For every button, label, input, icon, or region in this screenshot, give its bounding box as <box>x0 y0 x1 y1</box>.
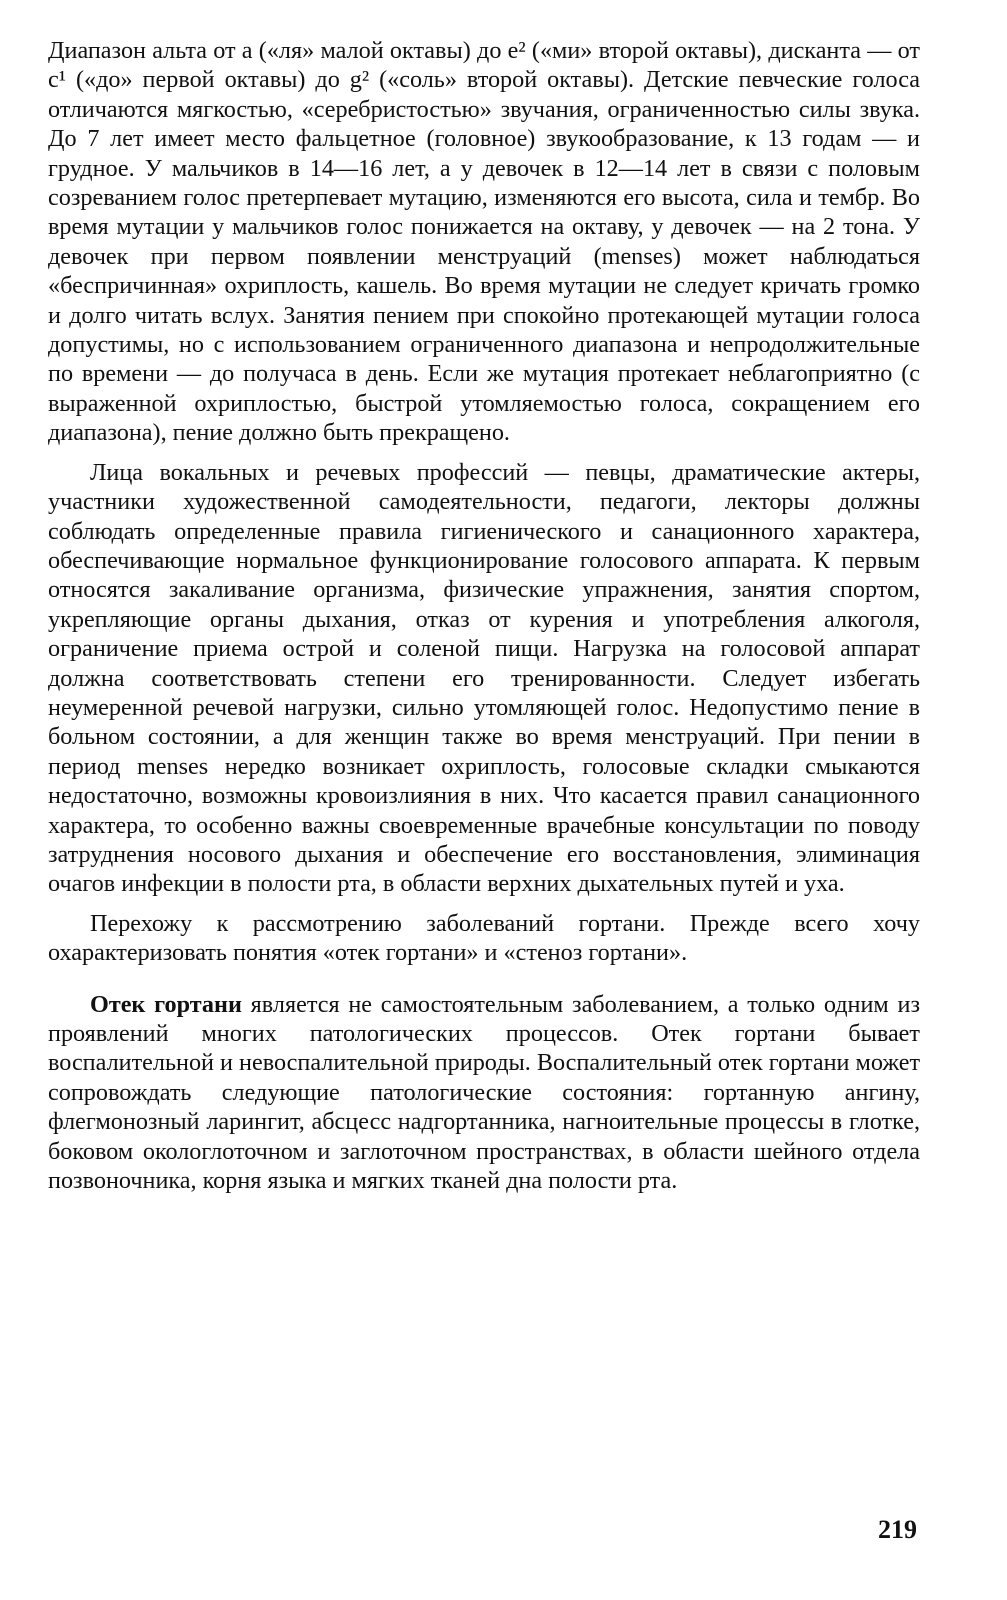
paragraph-vocal-professions: Лица вокальных и речевых профессий — певцы, драматические актеры, участники художественной самодеятельности, педагоги, лекторы должны соблюдать определенные правила гигиенического и санационного характера, обеспечивающие нормальное функционирование голосового аппарата. К первым относятся закаливание организма, физические упражнения, занятия спортом, укрепляющие органы дыхания, отказ от курения и употребления алкоголя, ограничение приема острой и соленой пищи. Нагрузка на голосовой аппарат должна соответствовать степени его тренированности. Следует избегать неумеренной речевой нагрузки, сильно утомляющей голос. Недопустимо пение в больном состоянии, а для женщин также во время менструаций. При пении в период menses нередко возникает охриплость, голосовые складки смыкаются недостаточно, возможны кровоизлияния в них. Что касается правил санационного характера, то особенно важны своевременные врачебные консультации по поводу затруднения носового дыхания и обеспечение его восстановления, элиминация очагов инфекции в полости рта, в области верхних дыхательных путей и уха. <box>48 458 920 898</box>
paragraph-voice-ranges: Диапазон альта от a («ля» малой октавы) до e² («ми» второй октавы), дисканта — от c¹ («до» первой октавы) до g² («соль» второй октавы). Детские певческие голоса отличаются мягкостью, «серебристостью» звучания, ограниченностью силы звука. До 7 лет имеет место фальцетное (головное) звукообразование, к 13 годам — и грудное. У мальчиков в 14—16 лет, а у девочек в 12—14 лет в связи с половым созреванием голос претерпевает мутацию, изменяются его высота, сила и тембр. Во время мутации у мальчиков голос понижается на октаву, у девочек — на 2 тона. У девочек при первом появлении менструаций (menses) может наблюдаться «беспричинная» охриплость, кашель. Во время мутации не следует кричать громко и долго читать вслух. Занятия пением при спокойно протекающей мутации голоса допустимы, но с использованием ограниченного диапазона и непродолжительные по времени — до получаса в день. Если же мутация протекает неблагоприятно (с выраженной охриплостью, быстрой утомляемостью голоса, сокращением его диапазона), пение должно быть прекращено. <box>48 37 920 447</box>
page-number: 219 <box>878 1515 917 1544</box>
term-larynx-edema: Отек гортани <box>90 990 242 1018</box>
page-body <box>48 36 920 1195</box>
paragraph-larynx-intro: Перехожу к рассмотрению заболеваний гортани. Прежде всего хочу охарактеризовать понятия «отек гортани» и «стеноз гортани». <box>48 909 920 967</box>
paragraph-larynx-edema <box>48 990 920 1196</box>
paragraph-larynx-edema-text: является не самостоятельным заболеванием, а только одним из проявлений многих патологических процессов. Отек гортани бывает воспалительной и невоспалительной природы. Воспалительный отек гортани может сопровождать следующие патологические состояния: гортанную ангину, флегмонозный ларингит, абсцесс надгортанника, нагноительные процессы в глотке, боковом окологлоточном и заглоточном пространствах, в области шейного отдела позвоночника, корня языка и мягких тканей дна полости рта. <box>48 990 921 1195</box>
